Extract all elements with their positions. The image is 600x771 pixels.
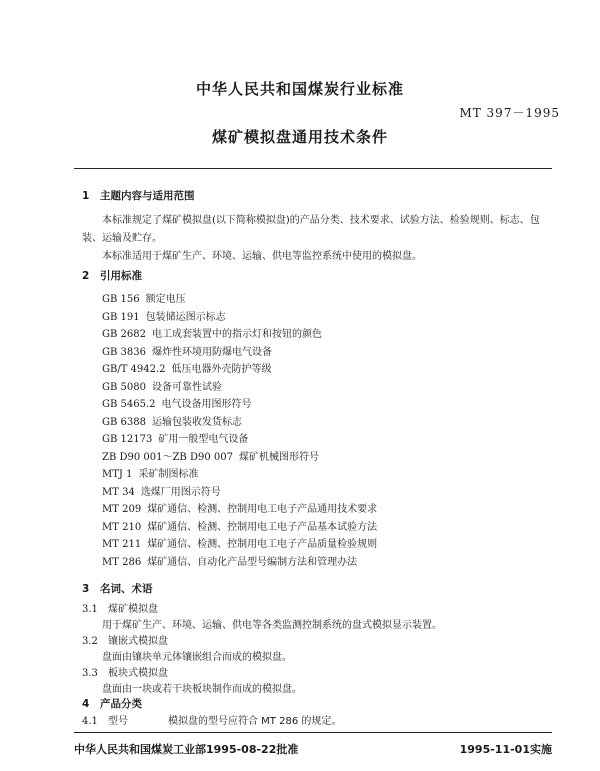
reference-title: 煤矿通信、检测、控制用电工电子产品质量检验规则 xyxy=(147,539,378,550)
reference-item xyxy=(102,500,377,515)
reference-title: 包装储运图示标志 xyxy=(145,311,226,323)
section-1-heading xyxy=(82,188,195,203)
reference-title: 低压电器外壳防护等级 xyxy=(171,364,272,375)
reference-code: GB 12173 xyxy=(102,434,153,445)
reference-item xyxy=(102,518,377,533)
reference-title: 电气设备用图形符号 xyxy=(161,399,252,410)
reference-code: MTJ 1 xyxy=(102,469,133,480)
section-title: 产品分类 xyxy=(100,698,142,710)
subsection-heading xyxy=(82,712,341,727)
reference-code: GB 3836 xyxy=(102,346,146,358)
reference-code: GB/T 4942.2 xyxy=(102,364,166,375)
reference-item xyxy=(102,325,322,340)
issuing-body-title: 中华人民共和国煤炭行业标准 xyxy=(195,80,404,98)
term-definition: 用于煤矿生产、环境、运输、供电等各类监测控制系统的盘式模拟显示装置。 xyxy=(102,620,442,631)
reference-title: 选煤厂用图示符号 xyxy=(140,486,221,498)
reference-code: GB 2682 xyxy=(102,329,146,340)
subsection-text: 模拟盘的型号应符合 MT 286 的规定。 xyxy=(168,716,342,727)
reference-item xyxy=(102,483,221,498)
reference-title: 煤矿机械图形符号 xyxy=(238,451,319,463)
effective-date: 1995-11-01实施 xyxy=(459,743,552,756)
term-definition: 盘面由一块或若干块板块制作而成的模拟盘。 xyxy=(102,684,302,695)
term-heading xyxy=(82,632,168,647)
standard-number: MT 397－1995 xyxy=(459,106,560,120)
subsection-number: 4.1 xyxy=(82,716,98,727)
term-definition: 盘面由镶块单元体镶嵌组合而成的模拟盘。 xyxy=(102,652,292,663)
reference-code: GB 191 xyxy=(102,311,140,323)
paragraph: 本标准规定了煤矿模拟盘(以下简称模拟盘)的产品分类、技术要求、试验方法、检验规则、标志、包 xyxy=(102,215,540,226)
reference-code: GB 5465.2 xyxy=(102,399,156,410)
reference-code: ZB D90 001～ZB D90 007 xyxy=(102,451,233,463)
section-number: 3 xyxy=(82,583,90,595)
term-name: 煤矿模拟盘 xyxy=(108,604,158,615)
reference-title: 爆炸性环境用防爆电气设备 xyxy=(151,346,272,358)
reference-code: MT 209 xyxy=(102,504,142,515)
reference-title: 电工成套装置中的指示灯和按钮的颜色 xyxy=(151,329,322,340)
term-number: 3.1 xyxy=(82,604,98,615)
reference-code: GB 5080 xyxy=(102,381,146,393)
paragraph-continuation: 装、运输及贮存。 xyxy=(82,233,162,244)
approval-info: 中华人民共和国煤炭工业部1995-08-22批准 xyxy=(74,743,299,756)
reference-title: 运输包装收发货标志 xyxy=(151,416,242,428)
reference-item xyxy=(102,360,272,375)
reference-item xyxy=(102,413,242,428)
section-title: 主题内容与适用范围 xyxy=(100,190,195,202)
document-title: 煤矿模拟盘通用技术条件 xyxy=(211,128,388,146)
reference-code: MT 210 xyxy=(102,521,142,533)
section-title: 名词、术语 xyxy=(100,583,153,595)
reference-title: 设备可靠性试验 xyxy=(151,381,222,393)
reference-title: 额定电压 xyxy=(145,294,186,305)
reference-code: GB 6388 xyxy=(102,416,146,428)
reference-title: 矿用一般型电气设备 xyxy=(158,434,249,445)
section-3-heading xyxy=(82,581,153,596)
subsection-title: 型号 xyxy=(108,716,128,727)
reference-item xyxy=(102,553,357,568)
section-4-heading xyxy=(82,696,142,711)
term-heading xyxy=(82,664,168,679)
reference-code: GB 156 xyxy=(102,294,140,305)
reference-item xyxy=(102,465,198,480)
reference-item xyxy=(102,430,248,445)
reference-code: MT 286 xyxy=(102,556,142,568)
reference-item xyxy=(102,290,186,305)
reference-item xyxy=(102,395,252,410)
reference-title: 煤矿通信、自动化产品型号编制方法和管理办法 xyxy=(147,556,358,568)
footer-divider xyxy=(74,732,552,733)
section-2-heading xyxy=(82,268,142,283)
paragraph: 本标准适用于煤矿生产、环境、运输、供电等监控系统中使用的模拟盘。 xyxy=(102,251,422,262)
section-number: 1 xyxy=(82,190,90,202)
reference-title: 煤矿通信、检测、控制用电工电子产品通用技术要求 xyxy=(147,504,378,515)
reference-item xyxy=(102,535,377,550)
reference-item xyxy=(102,378,222,393)
section-number: 2 xyxy=(82,270,90,282)
reference-code: MT 211 xyxy=(102,539,142,550)
term-number: 3.3 xyxy=(82,668,98,679)
term-name: 镶嵌式模拟盘 xyxy=(108,636,168,647)
header-divider xyxy=(74,168,552,169)
reference-code: MT 34 xyxy=(102,486,135,498)
term-number: 3.2 xyxy=(82,636,98,647)
reference-item xyxy=(102,343,272,358)
reference-title: 采矿制图标准 xyxy=(138,469,199,480)
section-number: 4 xyxy=(82,698,90,710)
term-name: 板块式模拟盘 xyxy=(108,668,168,679)
section-title: 引用标准 xyxy=(100,270,142,282)
term-heading xyxy=(82,600,158,615)
reference-item xyxy=(102,308,226,323)
reference-title: 煤矿通信、检测、控制用电工电子产品基本试验方法 xyxy=(147,521,378,533)
reference-item xyxy=(102,448,319,463)
